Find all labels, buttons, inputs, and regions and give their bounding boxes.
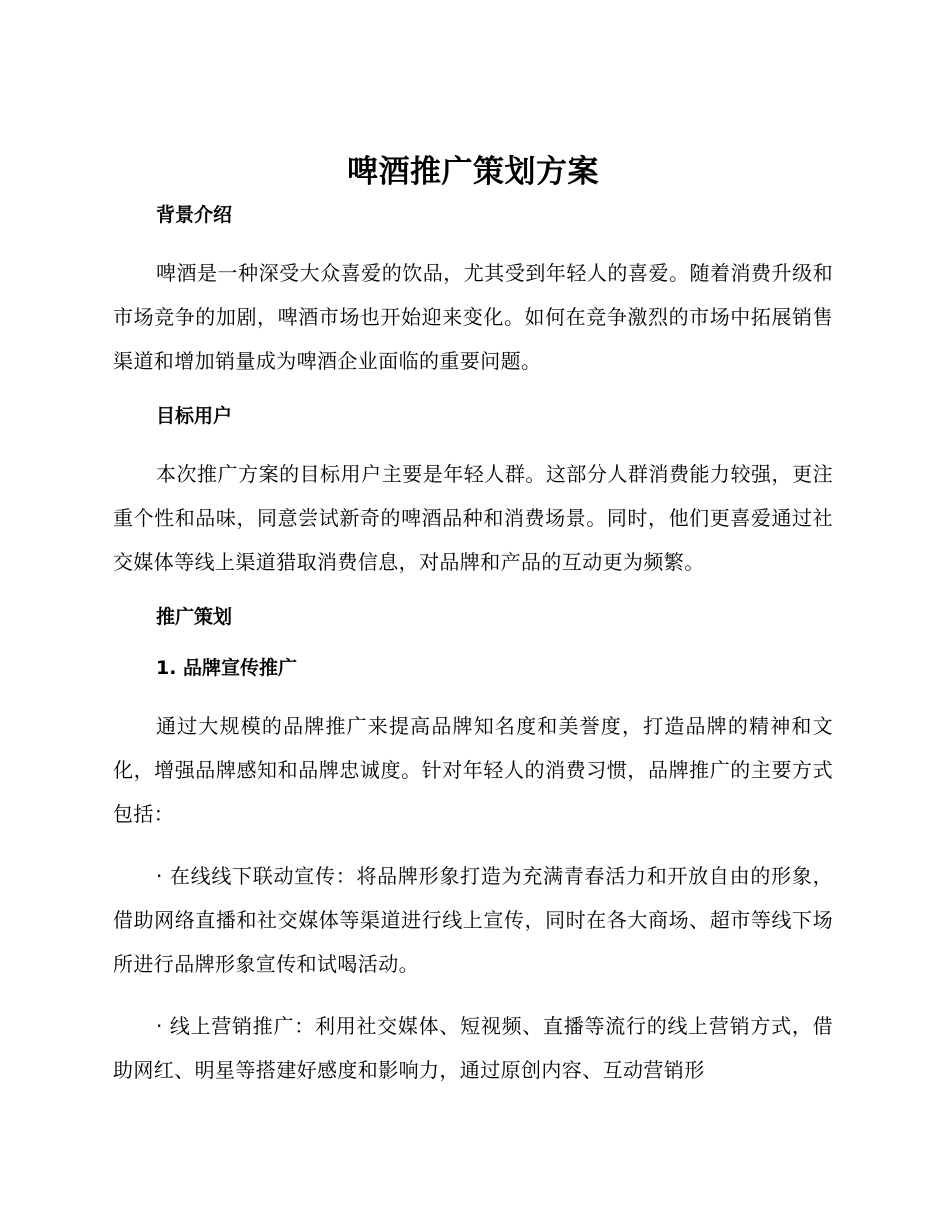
brand-promotion-intro: 通过大规模的品牌推广来提高品牌知名度和美誉度，打造品牌的精神和文化，增强品牌感知和品牌忠诚度。针对年轻人的消费习惯，品牌推广的主要方式包括： [113, 714, 833, 826]
section-heading-background: 背景介绍 [156, 204, 233, 226]
section-heading-promotion-plan: 推广策划 [156, 606, 233, 628]
target-users-paragraph: 本次推广方案的目标用户主要是年轻人群。这部分人群消费能力较强，更注重个性和品味，同意尝试新奇的啤酒品种和消费场景。同时，他们更喜爱通过社交媒体等线上渠道猎取消费信息，对品牌和产品的互动更为频繁。 [113, 462, 833, 574]
document-content [113, 150, 833, 1110]
section-heading-target-users: 目标用户 [156, 405, 233, 427]
bullet-item: · 在线线下联动宣传：将品牌形象打造为充满青春活力和开放自由的形象，借助网络直播和社交媒体等渠道进行线上宣传，同时在各大商场、超市等线下场所进行品牌形象宣传和试喝活动。 [113, 864, 833, 976]
subsection-heading-brand-promotion: 1. 品牌宣传推广 [156, 657, 298, 679]
document-title: 啤酒推广策划方案 [347, 154, 599, 190]
bullet-item: · 线上营销推广：利用社交媒体、短视频、直播等流行的线上营销方式，借助网红、明星等搭建好感度和影响力，通过原创内容、互动营销形 [113, 1014, 833, 1082]
background-paragraph: 啤酒是一种深受大众喜爱的饮品，尤其受到年轻人的喜爱。随着消费升级和市场竞争的加剧，啤酒市场也开始迎来变化。如何在竞争激烈的市场中拓展销售渠道和增加销量成为啤酒企业面临的重要问题。 [113, 261, 833, 373]
